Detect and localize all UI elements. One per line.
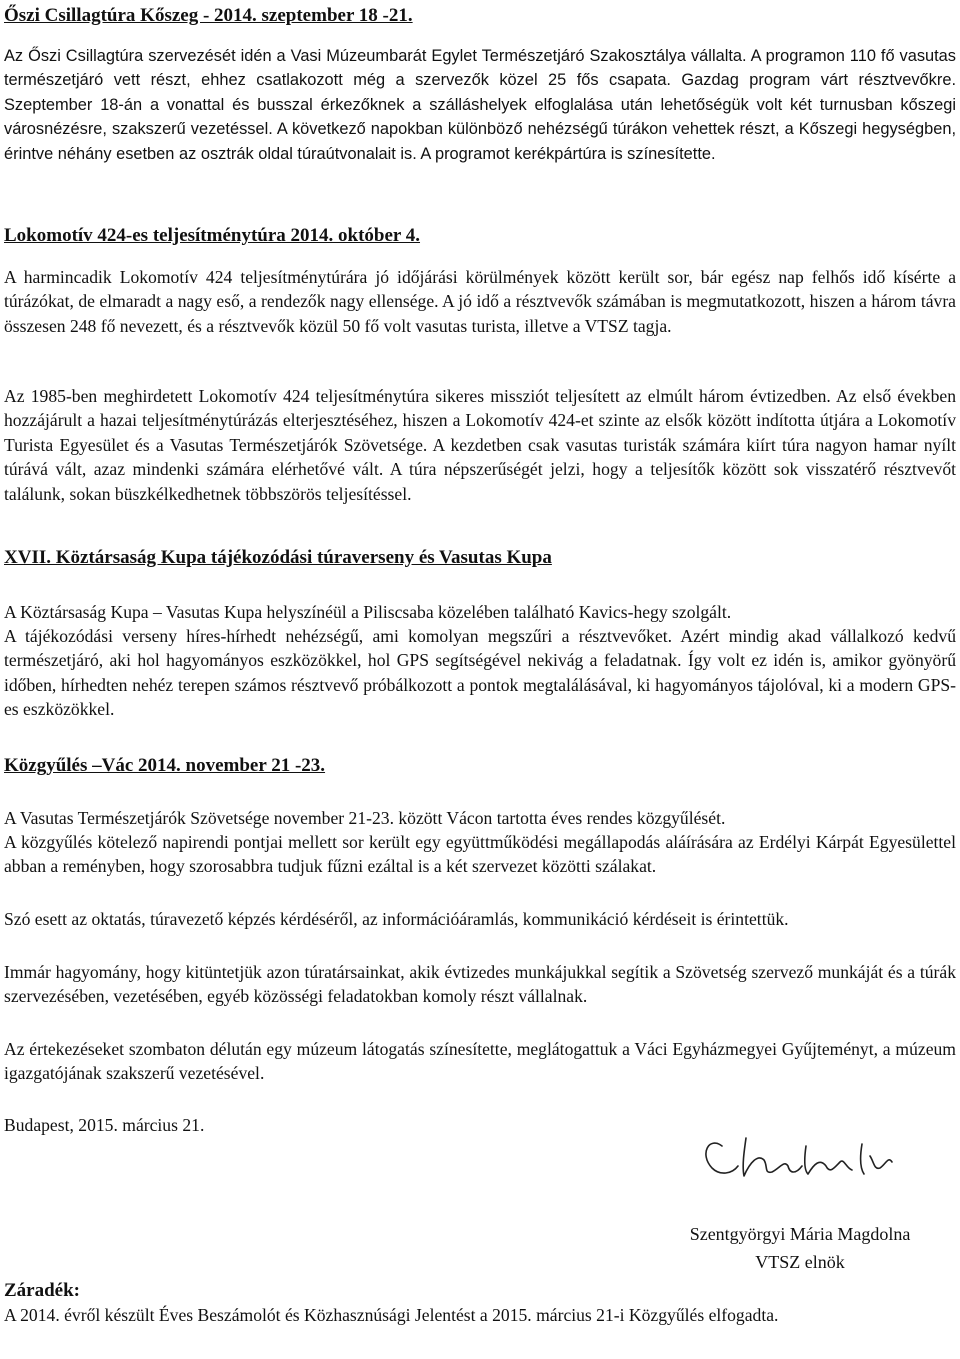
- signature-block: [650, 1222, 950, 1274]
- lokomotiv-paragraph-2: Az 1985-ben meghirdetett Lokomotív 424 teljesítménytúra sikeres missziót teljesített az elmúlt három évtizedben. Az első években hozzájárult a hazai teljesítménytúrázás elterjesztéséhez, hiszen a Lokomotív 424-et szinte az elsők között indította útjára a Lokomotív Turista Egyesület és a Vasutas Természetjárók Szövetsége. A kezdetben csak vasutas turisták számára kiírt túra nagyon hamar nyílt túrává vált, azaz mindenki számára elérhetővé vált. A túra népszerűségét jelzi, hogy a teljesítők között sok visszatérő résztvevőt találunk, sokan büszkélkedhetnek többszörös teljesítéssel.: [4, 386, 956, 504]
- section-title-lokomotiv: Lokomotív 424-es teljesítménytúra 2014. október 4.: [4, 225, 421, 246]
- section-title-kozgyules: Közgyűlés –Vác 2014. november 21 -23.: [4, 755, 326, 776]
- kozgyules-paragraph-4: Az értekezéseket szombaton délután egy múzeum látogatás színesítette, meglátogattuk a Váci Egyházmegyei Gyűjteményt, a múzeum igazgatójának szakszerű vezetésével.: [4, 1039, 956, 1084]
- signer-title: VTSZ elnök: [755, 1252, 845, 1272]
- kozgyules-paragraph-2: Szó esett az oktatás, túravezető képzés kérdéséről, az információáramlás, kommunikáció kérdéseit is érintettük.: [4, 909, 789, 929]
- kupa-paragraph-1: A tájékozódási verseny híres-hírhedt nehézségű, ami komolyan megszűri a résztvevőket. Azért mindig akad vállalkozó kedvű természetjáró, aki hol hagyományos eszközökkel, hol GPS segítségével nekivág a feladatnak. Így volt ez idén is, amikor gyönyörű időben, hírhedten nehéz terepen számos résztvevő próbálkozott a pontok megtalálásával, ki hagyományos tájolóval, ki a modern GPS-es eszközökkel.: [4, 626, 956, 720]
- kozgyules-paragraph-3: Immár hagyomány, hogy kitüntetjük azon túratársainkat, akik évtizedes munkájukkal segítik a Szövetség szervező munkáját és a túrák szervezésében, vezetésében, egyéb közösségi feladatokban komoly részt vállalnak.: [4, 962, 956, 1007]
- csillagtura-paragraph: Az Őszi Csillagtúra szervezését idén a Vasi Múzeumbarát Egylet Természetjáró Szakosztálya vállalta. A programon 110 fő vasutas természetjáró vett részt, ehhez csatlakozott még a szervezők közel 25 fős csapata. Gazdag program várt résztvevőkre. Szeptember 18-án a vonattal és busszal érkezőknek a szálláshelyek elfoglalása után lehetőségük volt két turnusban kőszegi városnézésre, szakszerű vezetéssel. A következő napokban különböző nehézségű túrákon vehettek részt, a Kőszegi hegységben, érintve néhány esetben az osztrák oldal túraútvonalait is. A programot kerékpártúra is színesítette.: [4, 47, 956, 163]
- signature-image: [694, 1116, 924, 1196]
- kozgyules-line-1: A Vasutas Természetjárók Szövetsége november 21-23. között Vácon tartotta éves rendes közgyűlését.: [4, 808, 726, 828]
- signer-name: Szentgyörgyi Mária Magdolna: [689, 1224, 911, 1244]
- kupa-line-1: A Köztársaság Kupa – Vasutas Kupa helyszínéül a Piliscsaba közelében található Kavics-hegy szolgált.: [4, 602, 732, 622]
- section-title-csillagtura: Őszi Csillagtúra Kőszeg - 2014. szeptember 18 -21.: [4, 5, 413, 26]
- zaradek-text: A 2014. évről készült Éves Beszámolót és Közhasznúsági Jelentést a 2015. március 21-i Közgyűlés elfogadta.: [4, 1305, 779, 1325]
- zaradek-label: Záradék:: [4, 1280, 80, 1301]
- kozgyules-paragraph-1: A közgyűlés kötelező napirendi pontjai mellett sor került egy együttműködési megállapodás aláírására az Erdélyi Kárpát Egyesülettel abban a reményben, hogy szorosabbra tudjuk fűzni ezáltal is a két szervezet közötti szálakat.: [4, 832, 956, 877]
- place-date: Budapest, 2015. március 21.: [4, 1115, 205, 1135]
- lokomotiv-paragraph-1: A harmincadik Lokomotív 424 teljesítménytúrára jó időjárási körülmények között került sor, bár egész nap felhős idő kísérte a túrázókat, de elmaradt a nagy eső, a rendezők nagy ellensége. A jó idő a résztvevők számában is megmutatkozott, hiszen a három távra összesen 248 fő nevezett, és a résztvevők közül 50 fő volt vasutas turista, illetve a VTSZ tagja.: [4, 267, 956, 336]
- section-title-kupa: XVII. Köztársaság Kupa tájékozódási túraverseny és Vasutas Kupa: [4, 547, 552, 568]
